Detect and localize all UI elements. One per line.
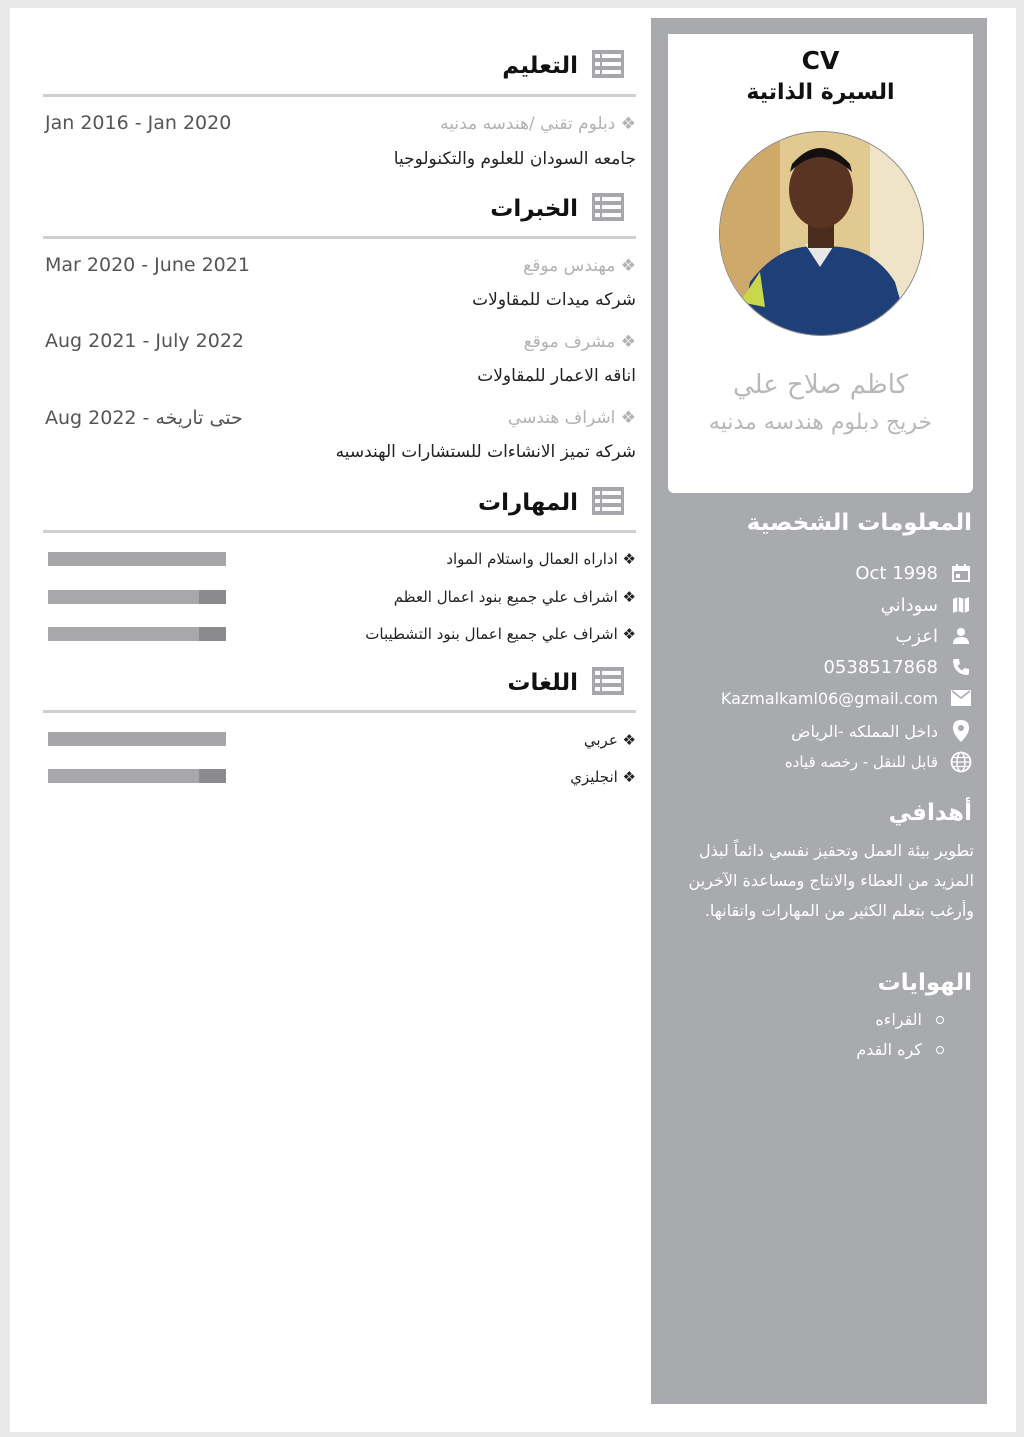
globe-icon bbox=[950, 751, 972, 773]
education-school: جامعه السودان للعلوم والتكنولوجيا bbox=[393, 149, 636, 169]
list-icon bbox=[592, 667, 624, 699]
job-title: ❖ مشرف موقع bbox=[523, 332, 636, 352]
job-title: ❖ مهندس موقع bbox=[523, 256, 636, 276]
location: داخل المملكه -الرياض bbox=[791, 721, 938, 741]
hobby-item bbox=[856, 1040, 944, 1059]
goals-line: تطوير بيئة العمل وتحفيز نفسي دائماً لبذل bbox=[698, 841, 974, 860]
list-icon bbox=[592, 487, 624, 519]
personal-info-heading: المعلومات الشخصية bbox=[746, 510, 972, 536]
job-company: شركه ميدات للمقاولات bbox=[472, 290, 636, 310]
skill-level-bar bbox=[48, 552, 226, 566]
section-divider bbox=[43, 236, 636, 239]
notes-row bbox=[682, 749, 972, 775]
marital-status: اعزب bbox=[895, 625, 938, 647]
hobby-label: كره القدم bbox=[856, 1040, 922, 1059]
skill-level-fill bbox=[48, 590, 199, 604]
job-title: ❖ اشراف هندسي bbox=[507, 408, 636, 428]
mail-icon bbox=[950, 687, 972, 709]
experience-heading: الخبرات bbox=[490, 196, 578, 222]
profile-photo bbox=[719, 131, 924, 336]
bullet-icon bbox=[936, 1046, 944, 1054]
education-heading: التعليم bbox=[502, 53, 578, 79]
job-company: اناقه الاعمار للمقاولات bbox=[477, 366, 636, 386]
goals-heading: أهدافي bbox=[888, 800, 972, 826]
phone-number[interactable]: 0538517868 bbox=[823, 656, 938, 678]
location-pin-icon bbox=[950, 720, 972, 742]
section-divider bbox=[43, 710, 636, 713]
profile-name: كاظم صلاح علي bbox=[733, 370, 908, 400]
list-icon bbox=[592, 193, 624, 225]
languages-heading: اللغات bbox=[507, 670, 578, 696]
calendar-icon bbox=[950, 562, 972, 584]
language-level-bar bbox=[48, 732, 226, 746]
hobbies-heading: الهوايات bbox=[877, 970, 972, 996]
birth-row bbox=[682, 560, 972, 586]
email-row bbox=[682, 685, 972, 711]
skills-section-header bbox=[478, 487, 624, 519]
goals-line: المزيد من العطاء والانتاج ومساعدة الآخرين bbox=[688, 871, 974, 890]
language-level-fill bbox=[48, 769, 199, 783]
cv-heading: CV bbox=[801, 46, 840, 75]
nationality: سوداني bbox=[880, 594, 938, 616]
transfer-license-note: قابل للنقل - رخصه قياده bbox=[784, 753, 938, 771]
language-level-fill bbox=[48, 732, 226, 746]
birth-date: Oct 1998 bbox=[855, 562, 938, 584]
education-degree: ❖ دبلوم تقني /هندسه مدنيه bbox=[440, 114, 636, 134]
education-date: Jan 2016 - Jan 2020 bbox=[45, 112, 232, 134]
job-date: Mar 2020 - June 2021 bbox=[45, 254, 250, 276]
cv-subtitle: السيرة الذاتية bbox=[746, 80, 895, 105]
skill-level-bar bbox=[48, 590, 226, 604]
section-divider bbox=[43, 530, 636, 533]
language-label: ❖ انجليزي bbox=[570, 768, 636, 786]
job-company: شركه تميز الانشاءات للستشارات الهندسيه bbox=[335, 442, 636, 462]
skill-level-bar bbox=[48, 627, 226, 641]
languages-section-header bbox=[507, 667, 624, 699]
location-row bbox=[682, 718, 972, 744]
phone-icon bbox=[950, 656, 972, 678]
skill-label: ❖ اشراف علي جميع اعمال بنود التشطيبات bbox=[365, 625, 636, 643]
job-date: Aug 2022 - حتى تاريخه bbox=[45, 407, 243, 429]
profile-title: خريج دبلوم هندسه مدنيه bbox=[708, 410, 933, 435]
language-label: ❖ عربي bbox=[583, 731, 636, 749]
hobby-item bbox=[875, 1010, 944, 1029]
skill-label: ❖ اداراه العمال واستلام المواد bbox=[446, 550, 636, 568]
experience-section-header bbox=[490, 193, 624, 225]
goals-text bbox=[674, 836, 974, 926]
phone-row bbox=[682, 654, 972, 680]
skills-heading: المهارات bbox=[478, 490, 578, 516]
language-level-bar bbox=[48, 769, 226, 783]
hobby-label: القراءه bbox=[875, 1010, 922, 1029]
list-icon bbox=[592, 50, 624, 82]
skill-level-fill bbox=[48, 552, 226, 566]
nationality-row bbox=[682, 592, 972, 618]
map-icon bbox=[950, 594, 972, 616]
status-row bbox=[682, 623, 972, 649]
goals-line: وأرغب بتعلم الكثير من المهارات واتقانها. bbox=[704, 901, 974, 920]
education-section-header bbox=[502, 50, 624, 82]
section-divider bbox=[43, 94, 636, 97]
job-date: Aug 2021 - July 2022 bbox=[45, 330, 244, 352]
email-address[interactable]: Kazmalkaml06@gmail.com bbox=[720, 688, 938, 708]
bullet-icon bbox=[936, 1016, 944, 1024]
skill-label: ❖ اشراف علي جميع بنود اعمال العظم bbox=[393, 588, 636, 606]
person-icon bbox=[950, 625, 972, 647]
skill-level-fill bbox=[48, 627, 199, 641]
